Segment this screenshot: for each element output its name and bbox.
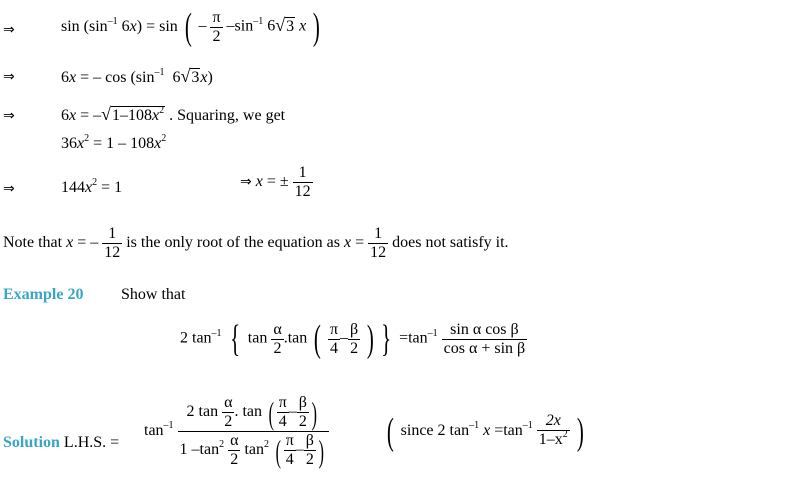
superscript: –1 <box>107 16 118 27</box>
solution-label: Solution <box>3 434 60 451</box>
superscript: 2 <box>84 133 90 144</box>
text: 2 tan <box>186 403 219 421</box>
text: = – cos (sin <box>76 69 155 86</box>
equation-line-5-rhs <box>240 164 313 201</box>
denominator: 2 <box>230 451 239 468</box>
radicand: 3 <box>191 69 200 86</box>
text: =tan <box>494 422 523 440</box>
superscript: –1 <box>427 327 438 339</box>
numerator: π <box>212 8 221 26</box>
superscript: –1 <box>253 15 264 27</box>
text: 1 –tan <box>179 441 220 459</box>
fraction <box>271 321 283 358</box>
superscript: –1 <box>163 420 174 432</box>
denominator <box>537 431 570 451</box>
numerator: α <box>230 432 239 449</box>
right-brace: } <box>380 318 391 360</box>
text: tan <box>244 441 265 459</box>
text: = – <box>76 107 102 124</box>
variable-x: x <box>299 17 307 35</box>
text: =tan <box>399 329 428 347</box>
example-text: Show that <box>121 286 186 303</box>
sqrt: √3 <box>275 14 295 35</box>
superscript: 2 <box>562 429 568 440</box>
variable-x: x <box>69 69 77 86</box>
numerator: 1 <box>102 225 122 244</box>
implies-arrow: ⇒ <box>3 108 15 124</box>
implies-arrow: ⇒ <box>240 174 252 191</box>
denominator: 4 <box>329 339 338 357</box>
variable-x: x <box>152 107 160 124</box>
text: .tan <box>283 329 308 347</box>
equation-line-3 <box>61 104 285 125</box>
solution-equation <box>144 394 329 469</box>
variable-x: x <box>483 422 491 440</box>
text: . Squaring, we get <box>165 107 286 124</box>
denominator: 2 <box>350 339 359 357</box>
equation-line-1 <box>61 8 323 46</box>
equation-line-4 <box>61 135 166 153</box>
numerator: 2x <box>537 412 570 431</box>
left-paren: ( <box>314 318 322 360</box>
implies-arrow: ⇒ <box>3 22 15 38</box>
numerator: α <box>273 320 282 338</box>
big-fraction: 2 tan $\frac{\alpha}{2}$ . tan ( $\frac{\pi}{4}$ – $\frac{\beta}{2}$ ) 1 $-\tan^2$ $\frac{\alpha}{2}$ $\tan^2$ ( $\frac{\pi}{4}$ – $\frac{\beta}{2}$ ) <box>178 394 329 469</box>
numerator: π <box>329 320 339 338</box>
superscript: 2 <box>219 439 225 451</box>
numerator: β <box>305 432 314 449</box>
superscript: –1 <box>522 420 533 432</box>
text: sin (sin <box>61 18 108 35</box>
text: 6 <box>267 17 276 35</box>
denominator: 12 <box>294 183 311 200</box>
text: tan <box>144 422 164 440</box>
example-equation: 2 $\tan^{-1}$ { tan $\frac{\alpha}{2}$ .tan ( $\frac{\pi}{4}$ – $\frac{\beta}{2}$ ) } $=\tan^{-1}$ $\frac{\text{sin α cos β}}{\text{cos α + sin β}}$ <box>180 318 526 360</box>
fraction <box>368 225 388 262</box>
variable-x: x <box>343 234 352 252</box>
variable-x: x <box>129 18 137 35</box>
variable-x: x <box>69 107 77 124</box>
denominator: 2 <box>212 27 221 45</box>
numerator: β <box>350 320 359 338</box>
minus: – <box>198 17 207 35</box>
superscript: –1 <box>211 327 222 339</box>
since-remark <box>384 412 586 451</box>
sqrt: $√1-108x^2$ <box>101 104 165 124</box>
variable-x: x <box>77 135 85 152</box>
text: –sin <box>226 17 254 35</box>
implies-arrow: ⇒ <box>3 181 15 197</box>
text: 2 tan <box>180 329 212 347</box>
text: L.H.S. = <box>59 434 120 451</box>
variable-x: x <box>85 179 93 196</box>
denominator: 2 <box>298 413 307 430</box>
text: 36 <box>61 135 77 152</box>
numerator: β <box>298 394 307 411</box>
variable-x: x <box>200 69 208 86</box>
superscript: –1 <box>469 420 480 432</box>
radicand: 3 <box>286 17 295 35</box>
text: tan <box>247 329 268 347</box>
numerator: π <box>278 394 287 411</box>
right-paren: ) <box>367 318 374 360</box>
text: . tan <box>234 403 263 421</box>
numerator: π <box>285 432 294 449</box>
denominator: 12 <box>104 244 121 261</box>
radicand: 1–108 <box>112 107 153 124</box>
denominator: cos α + sin β <box>443 339 526 357</box>
text: 6 <box>61 107 69 124</box>
text: since 2 tan <box>400 422 470 440</box>
text: Note that <box>3 234 67 252</box>
text: ) <box>207 69 213 86</box>
text: = 1 <box>97 179 123 196</box>
denominator: 2 <box>305 451 314 468</box>
variable-x: x <box>154 135 162 152</box>
solution-label-line <box>3 434 119 452</box>
denominator: 2 <box>224 413 233 430</box>
left-paren: ( <box>184 6 192 48</box>
denominator: 2 <box>273 339 282 357</box>
fraction <box>328 321 340 358</box>
text: is the only root of the equation as <box>126 234 344 252</box>
denominator: 4 <box>285 451 294 468</box>
superscript: –1 <box>154 67 165 78</box>
text: = <box>351 234 369 252</box>
text: = – <box>73 234 103 252</box>
equation-line-5 <box>61 179 122 197</box>
text: 6 <box>172 69 181 86</box>
numerator: 1 <box>293 164 313 183</box>
note-line <box>3 225 509 262</box>
text: 6 <box>61 69 69 86</box>
right-paren: ) <box>313 6 321 48</box>
numerator: sin α cos β <box>442 321 528 340</box>
fraction <box>102 225 122 262</box>
text: 6 <box>117 18 130 35</box>
numerator: 1 <box>368 225 388 244</box>
implies-arrow: ⇒ <box>3 69 15 85</box>
text: = 1 – 108 <box>89 135 155 152</box>
left-brace: { <box>229 318 240 360</box>
superscript: 2 <box>92 177 98 188</box>
text: 1–x <box>538 431 563 448</box>
numerator: α <box>224 394 233 411</box>
denominator: 4 <box>278 413 287 430</box>
left-paren: ( <box>386 410 394 453</box>
example-label: Example 20 <box>3 286 84 303</box>
equation-line-2 <box>61 66 213 87</box>
fraction <box>537 412 570 451</box>
sqrt: √3 <box>180 66 200 86</box>
variable-x: x <box>66 234 74 252</box>
text: 144 <box>61 179 85 196</box>
fraction <box>293 164 313 201</box>
superscript: 2 <box>159 105 165 116</box>
denominator: 12 <box>370 244 387 261</box>
fraction <box>442 321 528 358</box>
fraction <box>348 321 360 358</box>
variable-x: x <box>255 173 263 191</box>
text: does not satisfy it. <box>392 234 509 252</box>
right-paren: ) <box>576 410 584 453</box>
superscript: 2 <box>161 133 167 144</box>
text: ) = sin <box>136 18 178 35</box>
superscript: 2 <box>264 439 270 451</box>
fraction <box>210 9 222 46</box>
text: = ± <box>262 173 293 191</box>
